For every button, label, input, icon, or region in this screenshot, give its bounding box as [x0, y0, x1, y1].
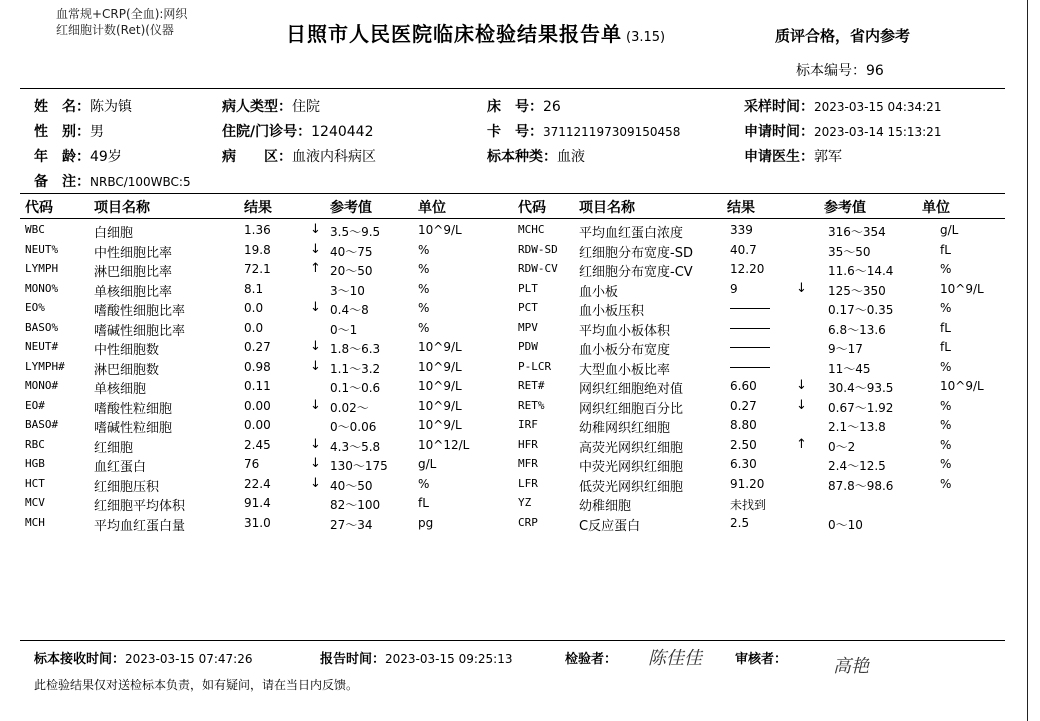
- patient-age-value: 49岁: [90, 149, 122, 165]
- row-reference: 0～1: [330, 322, 358, 337]
- specimen-number-label: 标本编号：: [796, 63, 866, 79]
- row-name: 平均血小板体积: [579, 323, 671, 339]
- row-reference: 0.4～8: [330, 303, 369, 317]
- reviewer-signature: 高艳: [833, 656, 869, 677]
- row-code: WBC: [25, 223, 45, 236]
- row-result: 0.00: [244, 418, 271, 432]
- receive-time-value: 2023-03-15 07:47:26: [125, 652, 253, 666]
- row-flag: ↓: [310, 358, 321, 374]
- row-unit: %: [940, 476, 952, 491]
- row-code: NEUT#: [25, 340, 59, 353]
- header-ref-right: 参考值: [824, 200, 866, 216]
- row-reference: 4.3～5.8: [330, 439, 381, 454]
- patient-type: [222, 96, 320, 116]
- patient-remark-value: NRBC/100WBC:5: [90, 175, 191, 189]
- row-code: BASO#: [25, 418, 59, 431]
- row-unit: 10^9/L: [418, 379, 462, 393]
- header-divider: [20, 88, 1005, 89]
- row-name: 单核细胞: [94, 382, 147, 397]
- row-reference: 27～34: [330, 517, 373, 532]
- empty-result-dash: [730, 347, 770, 348]
- row-result: 0.98: [244, 359, 271, 374]
- row-reference: 40～50: [330, 478, 373, 493]
- row-unit: %: [940, 457, 952, 471]
- row-name: 中性细胞比率: [94, 245, 173, 261]
- row-name: 血红蛋白: [94, 460, 147, 475]
- row-name: 淋巴细胞数: [94, 362, 160, 378]
- row-name: 血小板分布宽度: [579, 343, 671, 358]
- row-flag: ↑: [796, 436, 807, 452]
- patient-name: [34, 96, 132, 116]
- footer-divider: [20, 640, 1005, 641]
- inpatient-number: [222, 121, 373, 141]
- row-result: [730, 321, 770, 335]
- sample-type-label: 标本种类：: [487, 149, 557, 165]
- row-unit: g/L: [418, 457, 437, 471]
- request-time: [744, 121, 941, 141]
- collect-time: [744, 96, 941, 116]
- patient-name-label: 姓 名：: [34, 99, 90, 115]
- row-unit: fL: [940, 242, 951, 257]
- row-flag: ↑: [310, 261, 321, 276]
- row-reference: 125～350: [828, 283, 886, 298]
- row-code: RBC: [25, 437, 45, 451]
- row-unit: %: [418, 262, 430, 276]
- row-code: YZ: [518, 496, 532, 509]
- row-unit: 10^9/L: [418, 398, 462, 413]
- row-unit: fL: [418, 496, 429, 510]
- row-result: 8.80: [730, 418, 757, 432]
- report-time-label: 报告时间：: [320, 652, 386, 667]
- row-result: [730, 301, 770, 315]
- row-name: 红细胞压积: [94, 479, 160, 495]
- row-name: 单核细胞比率: [94, 284, 173, 300]
- row-code: RDW-CV: [518, 262, 558, 275]
- row-name: 中荧光网织红细胞: [579, 460, 684, 475]
- row-reference: 316～354: [828, 225, 886, 239]
- row-code: NEUT%: [25, 242, 59, 256]
- inpatient-number-label: 住院/门诊号：: [222, 124, 312, 140]
- row-code: HCT: [25, 476, 45, 490]
- patient-type-value: 住院: [292, 99, 320, 115]
- bed-number-value: 26: [543, 99, 561, 115]
- empty-result-dash: [730, 328, 770, 329]
- row-name: 中性细胞数: [94, 343, 160, 358]
- row-code: MFR: [518, 457, 538, 470]
- collect-time-label: 采样时间：: [744, 99, 814, 115]
- patient-sex-label: 性 别：: [34, 124, 90, 140]
- row-code: PCT: [518, 301, 538, 314]
- row-flag: ↓: [310, 436, 321, 452]
- row-name: 低荧光网织红细胞: [579, 479, 684, 495]
- receive-time-label: 标本接收时间：: [34, 652, 126, 667]
- row-unit: %: [418, 320, 430, 335]
- row-code: RET%: [518, 398, 545, 412]
- header-code-left: 代码: [25, 200, 53, 216]
- ward: [222, 146, 376, 166]
- patient-name-value: 陈为镇: [90, 99, 132, 115]
- row-unit: 10^9/L: [940, 379, 984, 393]
- row-reference: 0～0.06: [330, 420, 377, 434]
- row-reference: 3.5～9.5: [330, 225, 381, 239]
- row-name: 红细胞平均体积: [94, 499, 186, 514]
- bed-number-label: 床 号：: [487, 99, 543, 115]
- row-unit: %: [418, 281, 430, 296]
- row-result: 12.20: [730, 262, 765, 276]
- ward-label: 病 区：: [222, 149, 292, 165]
- patient-remark-label: 备 注：: [34, 174, 90, 190]
- row-result: 339: [730, 223, 753, 237]
- row-code: BASO%: [25, 320, 59, 334]
- row-unit: %: [940, 418, 952, 432]
- row-unit: 10^9/L: [418, 359, 462, 374]
- row-reference: 0.1～0.6: [330, 381, 381, 395]
- header-name-right: 项目名称: [579, 200, 635, 216]
- ward-value: 血液内科病区: [292, 149, 376, 165]
- row-result: 40.7: [730, 242, 757, 257]
- row-result: 1.36: [244, 223, 271, 237]
- row-result: 0.0: [244, 301, 264, 315]
- tester-signature: 陈佳佳: [648, 648, 702, 669]
- row-code: EO%: [25, 301, 45, 314]
- row-result: 0.0: [244, 320, 264, 335]
- tester-label: 检验者：: [565, 652, 618, 667]
- row-result: 31.0: [244, 515, 271, 530]
- row-reference: 11～45: [828, 361, 871, 376]
- row-name: 红细胞分布宽度-CV: [579, 265, 693, 280]
- row-code: MCV: [25, 496, 45, 509]
- row-flag: ↓: [310, 241, 321, 257]
- row-code: PDW: [518, 340, 538, 353]
- header-unit-left: 单位: [418, 200, 446, 216]
- row-result: 未找到: [730, 498, 767, 512]
- row-name: 红细胞分布宽度-SD: [579, 245, 693, 261]
- patient-age: [34, 146, 122, 166]
- row-flag: ↓: [310, 397, 321, 413]
- row-unit: %: [940, 301, 952, 315]
- row-reference: 35～50: [828, 244, 871, 259]
- row-name: 嗜碱性细胞比率: [94, 323, 186, 339]
- row-code: RET#: [518, 379, 545, 392]
- bed-number: [487, 96, 561, 116]
- row-unit: fL: [940, 340, 951, 354]
- row-reference: 1.8～6.3: [330, 342, 381, 356]
- request-time-value: 2023-03-14 15:13:21: [814, 125, 942, 139]
- row-reference: 0.67～1.92: [828, 400, 894, 415]
- test-name: [56, 6, 187, 38]
- row-name: 红细胞: [94, 440, 134, 456]
- row-result: [730, 360, 770, 374]
- row-reference: 0.02～: [330, 400, 369, 415]
- row-result: 8.1: [244, 281, 264, 296]
- row-code: LYMPH: [25, 262, 59, 275]
- request-time-label: 申请时间：: [744, 124, 814, 140]
- row-flag: ↓: [310, 339, 321, 354]
- report-title: [286, 18, 665, 47]
- row-name: 大型血小板比率: [579, 362, 671, 378]
- patient-sex-value: 男: [90, 124, 104, 140]
- row-result: [730, 340, 770, 354]
- row-result: 9: [730, 281, 738, 296]
- row-flag: ↓: [310, 300, 321, 315]
- row-unit: %: [940, 437, 952, 452]
- row-result: 6.30: [730, 457, 757, 471]
- row-reference: 0～10: [828, 517, 863, 532]
- header-result-right: 结果: [727, 200, 755, 216]
- row-result: 0.27: [244, 340, 271, 354]
- row-name: 嗜碱性粒细胞: [94, 421, 173, 436]
- row-code: LFR: [518, 476, 538, 490]
- row-name: 高荧光网织红细胞: [579, 440, 684, 456]
- row-reference: 1.1～3.2: [330, 361, 381, 376]
- row-code: MPV: [518, 320, 538, 334]
- specimen-number: [796, 60, 884, 80]
- info-divider: [20, 193, 1005, 194]
- row-result: 2.50: [730, 437, 757, 452]
- empty-result-dash: [730, 308, 770, 309]
- row-name: 血小板压积: [579, 304, 645, 319]
- row-flag: ↓: [310, 475, 321, 491]
- header-result-left: 结果: [244, 200, 272, 216]
- row-unit: 10^9/L: [418, 418, 462, 432]
- empty-result-dash: [730, 367, 770, 368]
- row-unit: %: [940, 262, 952, 276]
- row-name: 淋巴细胞比率: [94, 265, 173, 280]
- specimen-number-value: 96: [866, 63, 884, 79]
- row-code: PLT: [518, 281, 538, 295]
- row-code: MONO%: [25, 281, 59, 295]
- row-reference: 3～10: [330, 283, 365, 298]
- row-result: 91.4: [244, 496, 271, 510]
- request-doctor: [744, 146, 842, 166]
- row-code: HFR: [518, 437, 538, 451]
- test-name-line1: 血常规+CRP(全血):网织: [56, 7, 188, 21]
- row-name: 嗜酸性细胞比率: [94, 304, 186, 319]
- patient-sex: [34, 121, 104, 141]
- row-code: P-LCR: [518, 359, 552, 373]
- row-flag: ↓: [310, 456, 321, 471]
- row-result: 72.1: [244, 262, 271, 276]
- card-number-label: 卡 号：: [487, 124, 543, 140]
- disclaimer: 此检验结果仅对送检标本负责，如有疑问，请在当日内反馈。: [34, 678, 359, 692]
- header-ref-left: 参考值: [330, 200, 372, 216]
- row-unit: fL: [940, 320, 951, 335]
- row-name: 平均血红蛋白量: [94, 518, 186, 534]
- row-flag: ↓: [796, 280, 807, 296]
- row-reference: 9～17: [828, 342, 863, 356]
- row-name: 网织红细胞绝对值: [579, 382, 684, 397]
- row-reference: 0.17～0.35: [828, 303, 894, 317]
- row-code: IRF: [518, 418, 538, 431]
- card-number-value: 371121197309150458: [543, 125, 681, 139]
- row-unit: pg: [418, 515, 434, 530]
- inpatient-number-value: 1240442: [311, 124, 374, 140]
- row-name: 平均血红蛋白浓度: [579, 226, 684, 241]
- row-reference: 87.8～98.6: [828, 478, 894, 493]
- patient-type-label: 病人类型：: [222, 99, 292, 115]
- row-reference: 40～75: [330, 244, 373, 259]
- row-name: 幼稚网织红细胞: [579, 421, 671, 436]
- row-unit: 10^9/L: [418, 223, 462, 237]
- row-result: 2.45: [244, 437, 271, 452]
- row-code: RDW-SD: [518, 242, 558, 256]
- sample-type: [487, 146, 585, 166]
- collect-time-value: 2023-03-15 04:34:21: [814, 100, 942, 114]
- row-reference: 11.6～14.4: [828, 264, 894, 278]
- row-reference: 0～2: [828, 439, 856, 454]
- table-header-divider: [20, 218, 1005, 219]
- row-reference: 2.1～13.8: [828, 420, 886, 434]
- row-reference: 2.4～12.5: [828, 459, 886, 473]
- row-code: LYMPH#: [25, 359, 65, 373]
- row-reference: 6.8～13.6: [828, 322, 886, 337]
- row-reference: 20～50: [330, 264, 373, 278]
- sample-type-value: 血液: [557, 149, 585, 165]
- header-name-left: 项目名称: [94, 200, 150, 216]
- row-code: MONO#: [25, 379, 59, 392]
- row-name: 嗜酸性粒细胞: [94, 401, 173, 417]
- row-code: MCH: [25, 515, 45, 529]
- row-reference: 130～175: [330, 459, 388, 473]
- row-unit: g/L: [940, 223, 959, 237]
- row-unit: %: [418, 476, 430, 491]
- row-name: 白细胞: [94, 226, 134, 241]
- report-title-suffix: (3.15): [626, 30, 666, 45]
- row-unit: 10^12/L: [418, 437, 470, 452]
- row-name: 网织红细胞百分比: [579, 401, 684, 417]
- row-result: 2.5: [730, 515, 750, 530]
- row-name: 幼稚细胞: [579, 499, 632, 514]
- card-number: [487, 121, 680, 141]
- row-name: 血小板: [579, 284, 619, 300]
- row-result: 0.27: [730, 398, 757, 413]
- row-result: 6.60: [730, 379, 757, 393]
- request-doctor-value: 郭军: [814, 149, 842, 165]
- row-result: 19.8: [244, 242, 271, 257]
- row-unit: %: [940, 359, 952, 374]
- test-name-line2: 红细胞计数(Ret)(仪器: [56, 23, 174, 37]
- row-flag: ↓: [796, 378, 807, 393]
- patient-remark: [34, 171, 191, 191]
- receive-time: [34, 648, 252, 667]
- row-result: 22.4: [244, 476, 271, 491]
- row-code: EO#: [25, 398, 45, 412]
- page-border: [1027, 0, 1028, 721]
- row-name: C反应蛋白: [579, 518, 641, 534]
- row-code: CRP: [518, 515, 538, 529]
- row-result: 91.20: [730, 476, 765, 491]
- row-unit: %: [418, 301, 430, 315]
- row-result: 0.00: [244, 398, 271, 413]
- header-code-right: 代码: [518, 200, 546, 216]
- patient-age-label: 年 龄：: [34, 149, 90, 165]
- row-unit: %: [418, 242, 430, 257]
- row-unit: %: [940, 398, 952, 413]
- row-flag: ↓: [796, 397, 807, 413]
- report-time-value: 2023-03-15 09:25:13: [385, 652, 513, 666]
- report-title-text: 日照市人民医院临床检验结果报告单: [286, 22, 622, 46]
- row-code: MCHC: [518, 223, 545, 236]
- row-flag: ↓: [310, 222, 321, 237]
- reviewer-label: 审核者：: [735, 652, 788, 667]
- row-unit: 10^9/L: [940, 281, 984, 296]
- row-result: 76: [244, 457, 260, 471]
- request-doctor-label: 申请医生：: [744, 149, 814, 165]
- row-reference: 82～100: [330, 498, 381, 512]
- row-code: HGB: [25, 457, 45, 470]
- row-reference: 30.4～93.5: [828, 381, 894, 395]
- quality-note: 质评合格，省内参考: [775, 27, 911, 45]
- header-unit-right: 单位: [922, 200, 950, 216]
- report-time: [320, 648, 512, 667]
- row-result: 0.11: [244, 379, 271, 393]
- row-unit: 10^9/L: [418, 340, 462, 354]
